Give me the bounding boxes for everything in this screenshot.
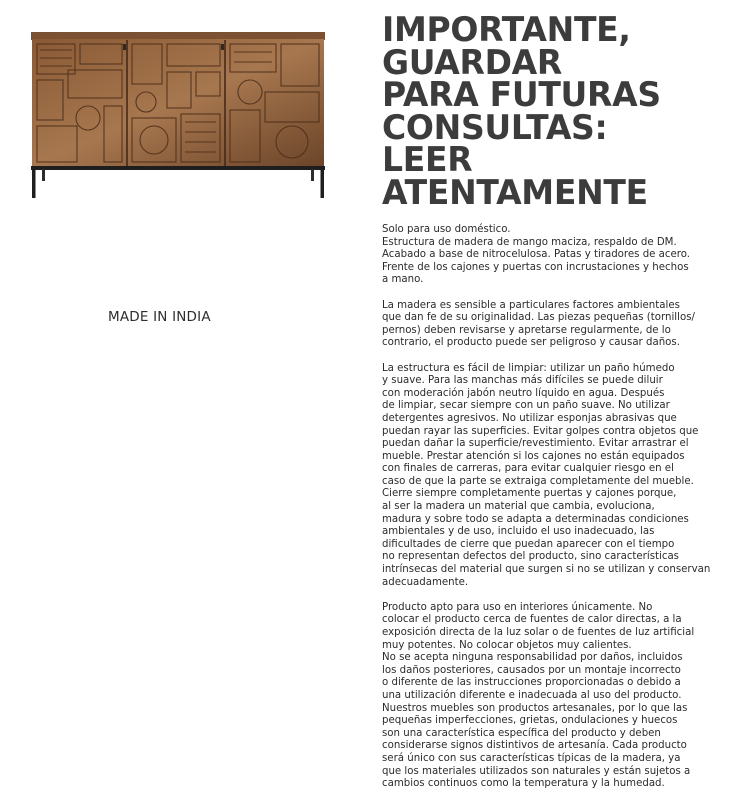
text-line: a mano.	[382, 274, 424, 286]
text-line: de limpiar, secar siempre con un paño suave. No utilizar	[382, 400, 670, 412]
text-line: No se acepta ninguna responsabilidad por daños, incluidos	[382, 652, 683, 664]
text-line: pernos) deben revisarse y apretarse regularmente, de lo	[382, 324, 671, 336]
title-line: IMPORTANTE,	[382, 10, 631, 50]
text-line: caso de que la parte se extraiga completamente del mueble.	[382, 475, 694, 487]
text-line: muy potentes. No colocar objetos muy calientes.	[382, 639, 632, 651]
text-line: son una característica específica del producto y deben	[382, 727, 661, 739]
text-line: contrario, el producto puede ser peligroso y causar daños.	[382, 337, 680, 349]
text-line: pequeñas imperfecciones, grietas, ondulaciones y huecos	[382, 715, 678, 727]
text-line: Producto apto para uso en interiores únicamente. No	[382, 601, 653, 613]
text-line: puedan dañar la superficie/revestimiento. Evitar arrastrar el	[382, 438, 689, 450]
text-line: detergentes agresivos. No utilizar esponjas abrasivas que	[382, 412, 677, 424]
title-line: GUARDAR	[382, 42, 563, 83]
sideboard-leg	[321, 169, 325, 198]
text-line: Frente de los cajones y puertas con incrustaciones y hechos	[382, 261, 689, 273]
text-line: madura y sobre todo se adapta a determinadas condiciones	[382, 513, 689, 525]
text-line: exposición directa de la luz solar o de fuentes de luz artificial	[382, 627, 695, 638]
instructions-paragraph	[382, 363, 712, 590]
text-line: y suave. Para las manchas más difíciles se puede diluir	[382, 375, 663, 387]
text-line: que dan fe de su originalidad. Las piezas pequeñas (tornillos/	[382, 312, 695, 324]
instructions-paragraph	[382, 300, 712, 350]
sideboard-illustration	[28, 30, 328, 200]
sideboard-image	[28, 30, 328, 200]
title-line: ATENTAMENTE	[382, 172, 648, 213]
text-line: puedan rayar las superficies. Evitar golpes contra objetos que	[382, 425, 699, 437]
page-title	[382, 10, 722, 213]
text-line: no representan defectos del producto, sino características	[382, 551, 679, 563]
text-line: Nuestros muebles son productos artesanales, por lo que las	[382, 702, 688, 714]
text-line: que los materiales utilizados son naturales y están sujetos a	[382, 765, 691, 777]
text-line: Estructura de madera de mango maciza, respaldo de DM.	[382, 236, 677, 248]
text-line: Acabado a base de nitrocelulosa. Patas y tiradores de acero.	[382, 249, 691, 261]
text-line: al ser la madera un material que cambia, evoluciona,	[382, 501, 655, 513]
text-line: con moderación jabón neutro líquido en agua. Después	[382, 387, 665, 399]
sideboard-body	[32, 39, 324, 167]
made-in-label: MADE IN INDIA	[108, 309, 211, 325]
sideboard-leg	[42, 169, 45, 181]
text-line: o diferente de las instrucciones proporcionadas o debido a	[382, 677, 681, 689]
text-line: considerarse signos distintivos de artesanía. Cada producto	[382, 740, 687, 752]
instructions-paragraph	[382, 224, 712, 287]
text-line: Cierre siempre completamente puertas y cajones porque,	[382, 488, 677, 500]
text-line: adecuadamente.	[382, 576, 469, 588]
instructions-paragraph	[382, 602, 712, 791]
text-line: una utilización diferente e inadecuada al uso del producto.	[382, 689, 682, 701]
sideboard-leg	[32, 169, 36, 198]
instructions-text	[382, 224, 712, 803]
text-line: con finales de carreras, para evitar cualquier riesgo en el	[382, 463, 674, 475]
text-line: La madera es sensible a particulares factores ambientales	[382, 299, 680, 311]
text-line: intrínsecas del material que surgen si no se utilizan y conservan	[382, 564, 711, 576]
text-line: cambios continuos como la temperatura y la humedad.	[382, 778, 665, 790]
sideboard-top	[31, 32, 325, 40]
text-line: Solo para uso doméstico.	[382, 224, 511, 235]
title-line: LEER	[382, 140, 473, 180]
text-line: colocar el producto cerca de fuentes de calor directas, a la	[382, 614, 682, 626]
sideboard-leg	[311, 169, 314, 181]
text-line: los daños posteriores, causados por un montaje incorrecto	[382, 664, 681, 676]
sideboard-frame	[31, 166, 325, 170]
text-line: mueble. Prestar atención si los cajones no están equipados	[382, 450, 685, 462]
title-line: CONSULTAS:	[382, 107, 608, 148]
text-line: dificultades de cierre que puedan aparecer con el tiempo	[382, 538, 675, 550]
text-line: será único con sus características típicas de la madera, ya	[382, 752, 681, 764]
title-line: PARA FUTURAS	[382, 75, 661, 115]
text-line: La estructura es fácil de limpiar: utilizar un paño húmedo	[382, 362, 675, 374]
text-line: ambientales y de uso, incluido el uso inadecuado, las	[382, 526, 655, 538]
